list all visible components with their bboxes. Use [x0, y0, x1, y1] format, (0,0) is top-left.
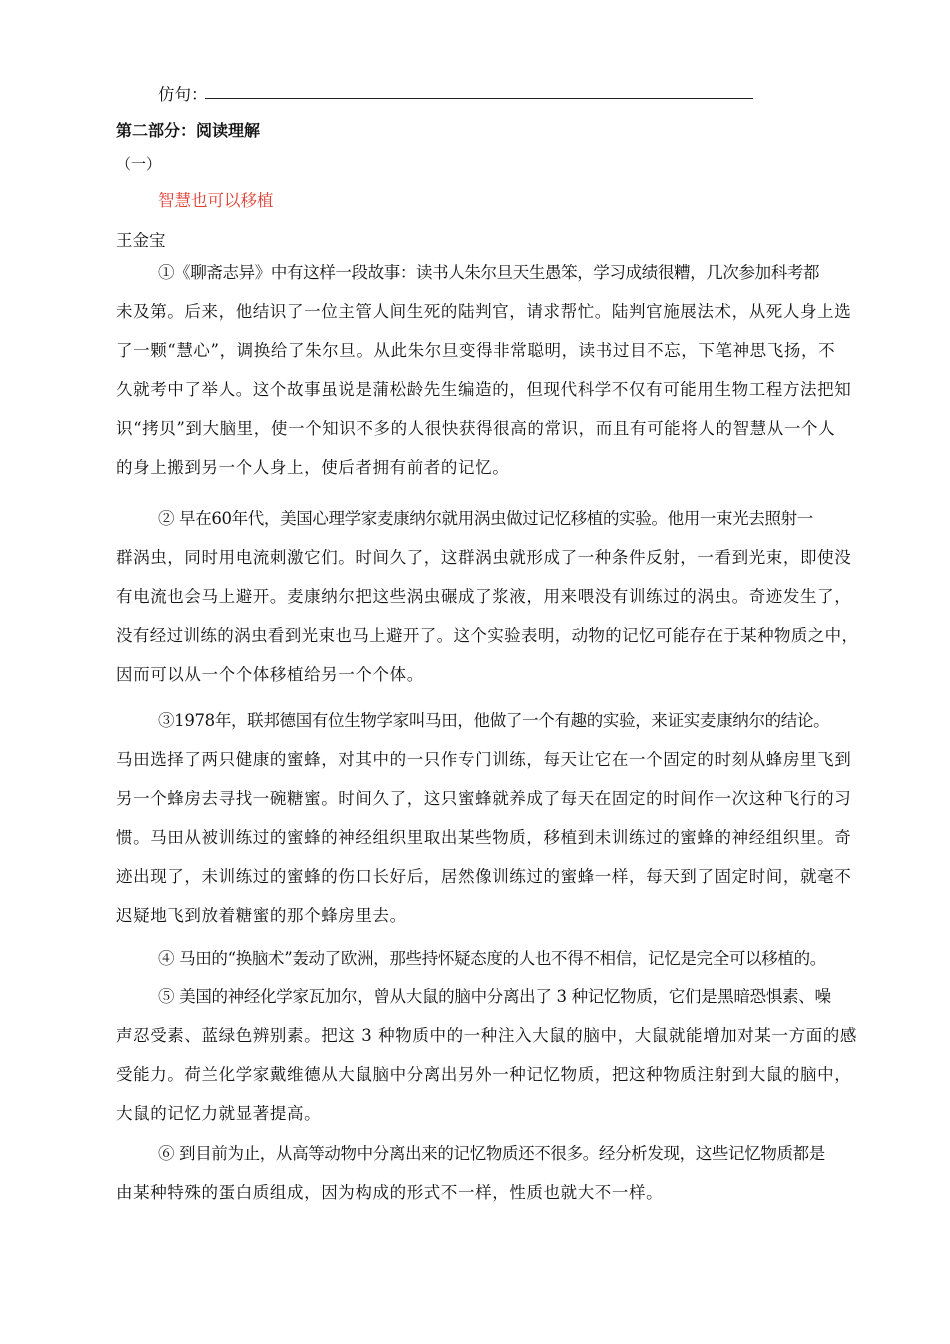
paragraph-line: ⑤ 美国的神经化学家瓦加尔，曾从大鼠的脑中分离出了 3 种记忆物质，它们是黑暗恐惧素、噪	[158, 987, 831, 1006]
paragraph-line: ①《聊斋志异》中有这样一段故事：读书人朱尔旦天生愚笨，学习成绩很糟，几次参加科考都	[158, 263, 820, 282]
article-author: 王金宝	[116, 231, 166, 250]
paragraph-line: 受能力。荷兰化学家戴维德从大鼠脑中分离出另外一种记忆物质，把这种物质注射到大鼠的脑中，	[116, 1065, 852, 1084]
paragraph-line: ⑥ 到目前为止，从高等动物中分离出来的记忆物质还不很多。经分析发现，这些记忆物质都是	[158, 1144, 825, 1163]
paragraph-line: 大鼠的记忆力就显著提高。	[116, 1104, 322, 1123]
paragraph-line: ③1978年，联邦德国有位生物学家叫马田，他做了一个有趣的实验，来证实麦康纳尔的结论。	[158, 711, 830, 730]
paragraph-line: 了一颗“慧心”，调换给了朱尔旦。从此朱尔旦变得非常聪明，读书过目不忘，下笔神思飞扬，不	[116, 341, 836, 360]
paragraph-line: 迟疑地飞到放着糖蜜的那个蜂房里去。	[116, 906, 407, 925]
paragraph-line: 因而可以从一个个体移植给另一个个体。	[116, 665, 424, 684]
part-number: （一）	[116, 155, 162, 173]
paragraph-line: 的身上搬到另一个人身上，使后者拥有前者的记忆。	[116, 458, 510, 477]
paragraph-line: 迹出现了，未训练过的蜜蜂的伤口长好后，居然像训练过的蜜蜂一样，每天到了固定时间，就毫不	[116, 867, 852, 886]
article-title: 智慧也可以移植	[158, 191, 274, 210]
paragraph-line: 有电流也会马上避开。麦康纳尔把这些涡虫碾成了浆液，用来喂没有训练过的涡虫。奇迹发生了，	[116, 587, 852, 606]
paragraph-line: 群涡虫，同时用电流刺激它们。时间久了，这群涡虫就形成了一种条件反射，一看到光束，即使没	[116, 548, 852, 567]
imitation-sentence-label: 仿句：	[158, 85, 208, 104]
answer-blank-line[interactable]	[205, 98, 753, 99]
paragraph-line: 另一个蜂房去寻找一碗糖蜜。时间久了，这只蜜蜂就养成了每天在固定的时间作一次这种飞行的习	[116, 789, 852, 808]
paragraph-line: ④ 马田的“换脑术”轰动了欧洲，那些持怀疑态度的人也不得不相信，记忆是完全可以移植的。	[158, 949, 826, 968]
paragraph-line: 识“拷贝”到大脑里，使一个知识不多的人很快获得很高的常识，而且有可能将人的智慧从一个人	[116, 419, 836, 438]
paragraph-line: 惯。马田从被训练过的蜜蜂的神经组织里取出某些物质，移植到未训练过的蜜蜂的神经组织里。奇	[116, 828, 852, 847]
paragraph-line: 马田选择了两只健康的蜜蜂，对其中的一只作专门训练，每天让它在一个固定的时刻从蜂房里飞到	[116, 750, 852, 769]
paragraph-line: 久就考中了举人。这个故事虽说是蒲松龄先生编造的，但现代科学不仅有可能用生物工程方法把知	[116, 380, 852, 399]
paragraph-line: 声忍受素、蓝绿色辨别素。把这 3 种物质中的一种注入大鼠的脑中，大鼠就能增加对某一方面的感	[116, 1026, 857, 1045]
paragraph-line: ② 早在60年代，美国心理学家麦康纳尔就用涡虫做过记忆移植的实验。他用一束光去照射一	[158, 509, 813, 528]
paragraph-line: 没有经过训练的涡虫看到光束也马上避开了。这个实验表明，动物的记忆可能存在于某种物质之中，	[116, 626, 859, 645]
section-title: 第二部分：阅读理解	[116, 121, 261, 140]
paragraph-line: 由某种特殊的蛋白质组成，因为构成的形式不一样，性质也就大不一样。	[116, 1183, 664, 1202]
paragraph-line: 未及第。后来，他结识了一位主管人间生死的陆判官，请求帮忙。陆判官施展法术，从死人身上选	[116, 302, 852, 321]
